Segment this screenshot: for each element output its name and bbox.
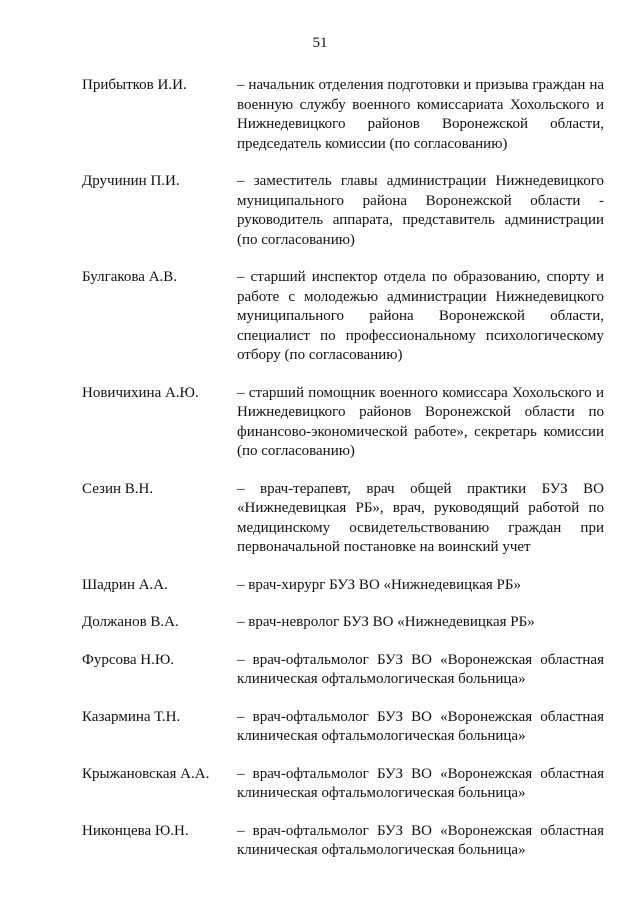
member-role: – старший помощник военного комиссара Хохольского и Нижнедевицкого районов Воронежской области по финансово-экономической работе», секретарь комиссии (по согласованию) bbox=[237, 384, 604, 459]
member-name: Казармина Т.Н. bbox=[82, 708, 181, 725]
member-name: Дручинин П.И. bbox=[82, 173, 180, 189]
member-role: – врач-офтальмолог БУЗ ВО «Воронежская областная клиническая офтальмологическая больница» bbox=[237, 765, 604, 801]
member-name: Сезин В.Н. bbox=[82, 480, 154, 497]
list-item bbox=[82, 268, 604, 366]
member-name: Крыжановская А.А. bbox=[82, 765, 210, 782]
list-item bbox=[82, 480, 604, 558]
list-item bbox=[82, 76, 604, 154]
member-name: Шадрин А.А. bbox=[82, 576, 168, 593]
list-item bbox=[82, 172, 604, 250]
commission-list bbox=[82, 76, 604, 879]
member-role: – старший инспектор отдела по образованию, спорту и работе с молодежью администрации Нижнедевицкого муниципального района Воронежской области, специалист по профессиональному психологическому отбору (по согласованию) bbox=[237, 269, 604, 363]
list-item bbox=[82, 822, 604, 861]
list-item bbox=[82, 613, 604, 633]
member-role: – врач-офтальмолог БУЗ ВО «Воронежская областная клиническая офтальмологическая больница» bbox=[237, 708, 604, 744]
list-item bbox=[82, 384, 604, 462]
member-name: Должанов В.А. bbox=[82, 614, 179, 630]
member-role: – врач-невролог БУЗ ВО «Нижнедевицкая РБ» bbox=[237, 614, 535, 630]
list-item bbox=[82, 765, 604, 804]
member-name: Новичихина А.Ю. bbox=[82, 384, 199, 401]
list-item bbox=[82, 708, 604, 747]
member-role: – начальник отделения подготовки и призыва граждан на военную службу военного комиссариата Хохольского и Нижнедевицкого районов Воронежской области, председатель комиссии (по согласованию) bbox=[237, 77, 604, 152]
member-name: Булгакова А.В. bbox=[82, 269, 178, 285]
member-role: – заместитель главы администрации Нижнедевицкого муниципального района Воронежской области - руководитель аппарата, представитель администрации (по согласованию) bbox=[237, 173, 604, 248]
member-name: Никонцева Ю.Н. bbox=[82, 822, 189, 839]
list-item bbox=[82, 576, 604, 596]
member-name: Прибытков И.И. bbox=[82, 77, 187, 93]
member-role: – врач-офтальмолог БУЗ ВО «Воронежская областная клиническая офтальмологическая больница» bbox=[237, 651, 604, 687]
member-name: Фурсова Н.Ю. bbox=[82, 651, 175, 668]
list-item bbox=[82, 651, 604, 690]
member-role: – врач-терапевт, врач общей практики БУЗ ВО «Нижнедевицкая РБ», врач, руководящий работой по медицинскому освидетельствованию граждан при первоначальной постановке на воинский учет bbox=[237, 480, 604, 555]
member-role: – врач-хирург БУЗ ВО «Нижнедевицкая РБ» bbox=[237, 576, 521, 593]
member-role: – врач-офтальмолог БУЗ ВО «Воронежская областная клиническая офтальмологическая больница» bbox=[237, 822, 604, 858]
page-number: 51 bbox=[312, 35, 328, 51]
